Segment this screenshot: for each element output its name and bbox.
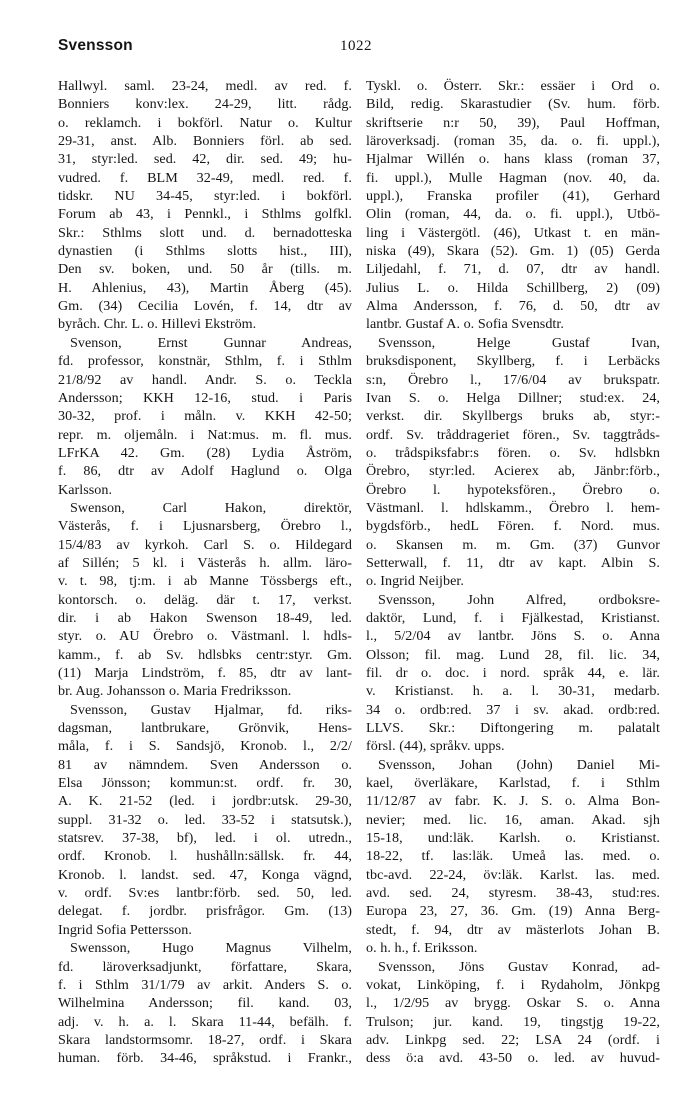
text-line: s:n, Örebro l., 17/6/04 av brukspatr. xyxy=(366,371,660,388)
text-line: LFrKA 42. Gm. (28) Lydia Åström, xyxy=(58,444,352,461)
text-line: v. Kristianst. h. a. l. 30-31, medarb. xyxy=(366,683,660,700)
text-line: o. reklamch. i bokförl. Natur o. Kultur xyxy=(58,114,352,131)
text-line: v. ordf. Sv:es lantbr:förb. sed. 50, led. xyxy=(58,885,352,902)
text-line: Wilhelmina Andersson; fil. kand. 03, xyxy=(58,995,352,1012)
text-line: Europa 23, 27, 36. Gm. (19) Anna Berg- xyxy=(366,903,660,920)
text-line: Elsa Jönsson; kommun:st. ordf. fr. 30, xyxy=(58,775,352,792)
text-line: Gm. (34) Cecilia Lovén, f. 14, dtr av xyxy=(58,298,352,315)
text-line: o. h. h., f. Eriksson. xyxy=(366,940,478,957)
text-line: tidskr. NU 34-45, styr:led. i bokförl. xyxy=(58,188,352,205)
text-line: l., 5/2/04 av lantbr. Jöns S. o. Anna xyxy=(366,628,660,645)
text-line: 34 o. ordb:red. 37 i sv. akad. ordb:red. xyxy=(366,701,660,718)
text-line: f. i Sthlm 31/1/79 av arkit. Anders S. o. xyxy=(58,976,352,993)
text-line: nevier; med. lic. 16, aman. Akad. sjh xyxy=(366,811,660,828)
text-line: o. trådspiksfabr:s fören. o. Sv. hdlsbkn xyxy=(366,444,660,461)
text-line: 31, styr:led. sed. 42, dir. sed. 49; hu- xyxy=(58,151,352,168)
text-line: Skr.: Sthlms slott und. d. bernadotteska xyxy=(58,224,352,241)
text-line: (11) Marja Lindström, f. 85, dtr av lant- xyxy=(58,665,352,681)
text-line: dir. i ab Hakon Swenson 18-49, led. xyxy=(58,609,352,626)
text-line: Tyskl. o. Österr. Skr.: essäer i Ord o. xyxy=(366,78,660,94)
text-line: ling i Västergötl. (46), Utkast t. en män- xyxy=(366,224,660,241)
running-head-name: Svensson xyxy=(58,37,133,54)
entry-headword-line: Svensson, Gustav Hjalmar, fd. riks- xyxy=(70,701,352,718)
text-line: H. Ahlenius, 43), Martin Åberg (45). xyxy=(58,279,352,296)
text-line: stedt, f. 94, dtr av mästerlots Johan B. xyxy=(366,921,660,938)
text-line: Örebro l. hypoteksfören., Örebro o. xyxy=(366,481,660,498)
text-line: o. Ingrid Neijber. xyxy=(366,573,464,590)
text-line: Andersson; KKH 12-16, stud. i Paris xyxy=(58,389,352,406)
text-line: Örebro, styr:led. Acierex ab, Jänbr:förb., xyxy=(366,463,660,480)
text-line: LLVS. Skr.: Diftongering m. palatalt xyxy=(366,720,660,737)
text-line: repr. m. oljemåln. i Nat:mus. m. fl. mus. xyxy=(58,426,352,443)
text-line: adv. Linkpg sed. 22; LSA 24 (ordf. i xyxy=(366,1031,660,1048)
text-line: niska (49), Skara (52). Gm. 1) (05) Gerda xyxy=(366,243,660,260)
entry-headword-line: Svenson, Ernst Gunnar Andreas, xyxy=(70,334,352,351)
text-line: Ingrid Sofia Pettersson. xyxy=(58,921,192,938)
text-line: Karlsson. xyxy=(58,481,113,498)
text-line: Hallwyl. saml. 23-24, medl. av red. f. xyxy=(58,78,352,94)
text-line: vudred. f. BLM 32-49, medl. red. f. xyxy=(58,169,352,186)
text-line: ordf. Kronob. l. hushålln:sällsk. fr. 44, xyxy=(58,848,352,865)
text-line: måla, f. i S. Sandsjö, Kronob. l., 2/2/ xyxy=(58,738,352,755)
text-line: 18-22, tf. las:läk. Umeå las. med. o. xyxy=(366,848,660,865)
text-line: f. 86, dtr av Adolf Haglund o. Olga xyxy=(58,463,352,480)
text-line: 15/4/83 av kyrkoh. Carl S. o. Hildegard xyxy=(58,536,352,553)
text-line: Forum ab 43, i Pennkl., i Sthlms golfkl. xyxy=(58,206,352,223)
text-line: dynastien (i Sthlms slotts hist., III), xyxy=(58,243,352,260)
text-line: adj. v. h. a. l. Skara 11-44, befälh. f. xyxy=(58,1013,352,1030)
text-line: 29-31, anst. Alb. Bonniers förl. ab sed. xyxy=(58,133,352,150)
text-line: Alma Andersson, f. 76, d. 50, dtr av xyxy=(366,298,660,315)
text-line: suppl. 31-32 o. led. 33-52 i statsutsk.), xyxy=(58,811,352,828)
text-line: 81 av nämndem. Sven Andersson o. xyxy=(58,756,352,773)
text-line: tbc-avd. 22-24, öv:läk. Karlst. las. med. xyxy=(366,866,660,883)
text-line: Västmanl. l. hdlskamm., Örebro l. hem- xyxy=(366,499,660,516)
entry-headword-line: Swensson, Hugo Magnus Vilhelm, xyxy=(70,940,352,957)
text-line: uppl.), Franska profiler (41), Gerhard xyxy=(366,188,660,205)
text-line: försl. (44), språkv. upps. xyxy=(366,738,505,755)
text-line: statsrev. 37-38, bf), led. i ol. utredn., xyxy=(58,830,352,847)
text-line: l., 1/2/95 av brygg. Oskar S. o. Anna xyxy=(366,995,660,1012)
text-line: Bild, redig. Skarastudier (Sv. hum. förb. xyxy=(366,96,660,113)
text-line: fd. läroverksadjunkt, författare, Skara, xyxy=(58,958,352,975)
text-line: 11/12/87 av fabr. K. J. S. o. Alma Bon- xyxy=(366,793,660,810)
text-line: dess ö:a avd. 43-50 o. led. av huvud- xyxy=(366,1050,660,1067)
text-line: verkst. dir. Skyllbergs bruks ab, styr:- xyxy=(366,408,660,425)
text-line: Västerås, f. i Ljusnarsberg, Örebro l., xyxy=(58,518,352,535)
text-line: fd. professor, konstnär, Sthlm, f. i Sthlm xyxy=(58,353,352,370)
text-line: af Sillén; 5 kl. i Västerås h. allm. läro- xyxy=(58,554,352,571)
text-line: ordf. Sv. tråddrageriet fören., Sv. taggtråds- xyxy=(366,426,660,443)
text-line: Skara landstormsomr. 18-27, ordf. i Skara xyxy=(58,1031,352,1048)
right-column xyxy=(366,77,660,1068)
text-line: kamm., f. ab Sv. hdlsbks centr:styr. Gm. xyxy=(58,646,352,663)
entry-headword-line: Svensson, Jöns Gustav Konrad, ad- xyxy=(378,958,660,975)
text-line: Olin (roman, 44, da. o. fi. uppl.), Utbö- xyxy=(366,206,660,223)
text-line: br. Aug. Johansson o. Maria Fredriksson. xyxy=(58,683,292,700)
text-line: Liljedahl, f. 71, d. 07, dtr av handl. xyxy=(366,261,660,278)
text-line: lantbr. Gustaf A. o. Sofia Svensdtr. xyxy=(366,316,564,333)
text-line: bygdsförb., hedL Fören. f. Nord. mus. xyxy=(366,518,660,535)
page-number: 1022 xyxy=(340,38,372,54)
text-line: kael, överläkare, Karlstad, f. i Sthlm xyxy=(366,775,660,792)
text-line: Trulson; jur. kand. 19, tingstjg 19-22, xyxy=(366,1013,660,1030)
entry-headword-line: Svensson, Helge Gustaf Ivan, xyxy=(378,334,660,351)
text-line: Olsson; fil. mag. Lund 28, fil. lic. 34, xyxy=(366,646,660,663)
text-line: Julius L. o. Hilda Schillberg, 2) (09) xyxy=(366,279,660,296)
text-line: bruksdisponent, Skyllberg, f. i Lerbäcks xyxy=(366,353,660,370)
text-line: Kronob. l. landst. sed. 47, Konga vägnd, xyxy=(58,866,352,883)
left-column xyxy=(58,77,352,1068)
text-line: 15-18, und:läk. Karlsh. o. Kristianst. xyxy=(366,830,660,847)
text-line: Setterwall, f. 11, dtr av kapt. Albin S. xyxy=(366,554,660,571)
entry-headword-line: Svensson, John Alfred, ordboksre- xyxy=(378,591,660,608)
text-line: Den sv. boken, und. 50 år (tills. m. xyxy=(58,261,352,278)
entry-headword-line: Svensson, Johan (John) Daniel Mi- xyxy=(378,756,660,773)
text-line: byråch. Chr. L. o. Hillevi Ekström. xyxy=(58,316,257,333)
text-line: Bonniers konv:lex. 24-29, litt. rådg. xyxy=(58,96,352,113)
text-line: dagsman, lantbrukare, Grönvik, Hens- xyxy=(58,720,352,737)
text-line: läroverksadj. (roman 35, da. o. fi. uppl.), xyxy=(366,133,660,150)
text-line: Hjalmar Willén o. hans klass (roman 37, xyxy=(366,151,660,168)
text-line: skriftserie n:r 50, 39), Paul Hoffman, xyxy=(366,114,660,131)
entry-headword-line: Swenson, Carl Hakon, direktör, xyxy=(70,499,352,516)
text-line: vokat, Linköping, f. i Rydaholm, Jönkpg xyxy=(366,976,660,993)
text-line: Ivan S. o. Helga Dillner; stud:ex. 24, xyxy=(366,389,660,406)
text-line: 30-32, prof. i måln. v. KKH 42-50; xyxy=(58,408,352,425)
text-line: A. K. 21-52 (led. i jordbr:utsk. 29-30, xyxy=(58,793,352,810)
running-head xyxy=(58,37,644,61)
text-line: daktör, Lund, f. i Fjälkestad, Kristianst. xyxy=(366,609,660,626)
text-line: fil. dr o. doc. i nord. språk 44, e. lär. xyxy=(366,665,660,681)
text-line: avd. sed. 24, styresm. 38-43, stud:res. xyxy=(366,885,660,902)
text-line: o. Skansen m. m. Gm. (37) Gunvor xyxy=(366,536,660,553)
text-line: delegat. f. jordbr. prisfrågor. Gm. (13) xyxy=(58,903,352,920)
text-line: fi. uppl.), Mulle Hagman (nov. 40, da. xyxy=(366,169,660,186)
text-line: v. t. 98, tj:m. i ab Manne Tössbergs eft., xyxy=(58,573,352,590)
text-line: kontorsch. o. deläg. där t. 17, verkst. xyxy=(58,591,352,608)
text-line: human. förb. 34-46, språkstud. i Frankr., xyxy=(58,1050,352,1067)
text-line: 21/8/92 av handl. Andr. S. o. Teckla xyxy=(58,371,352,388)
text-line: styr. o. AU Örebro o. Västmanl. l. hdls- xyxy=(58,628,352,645)
